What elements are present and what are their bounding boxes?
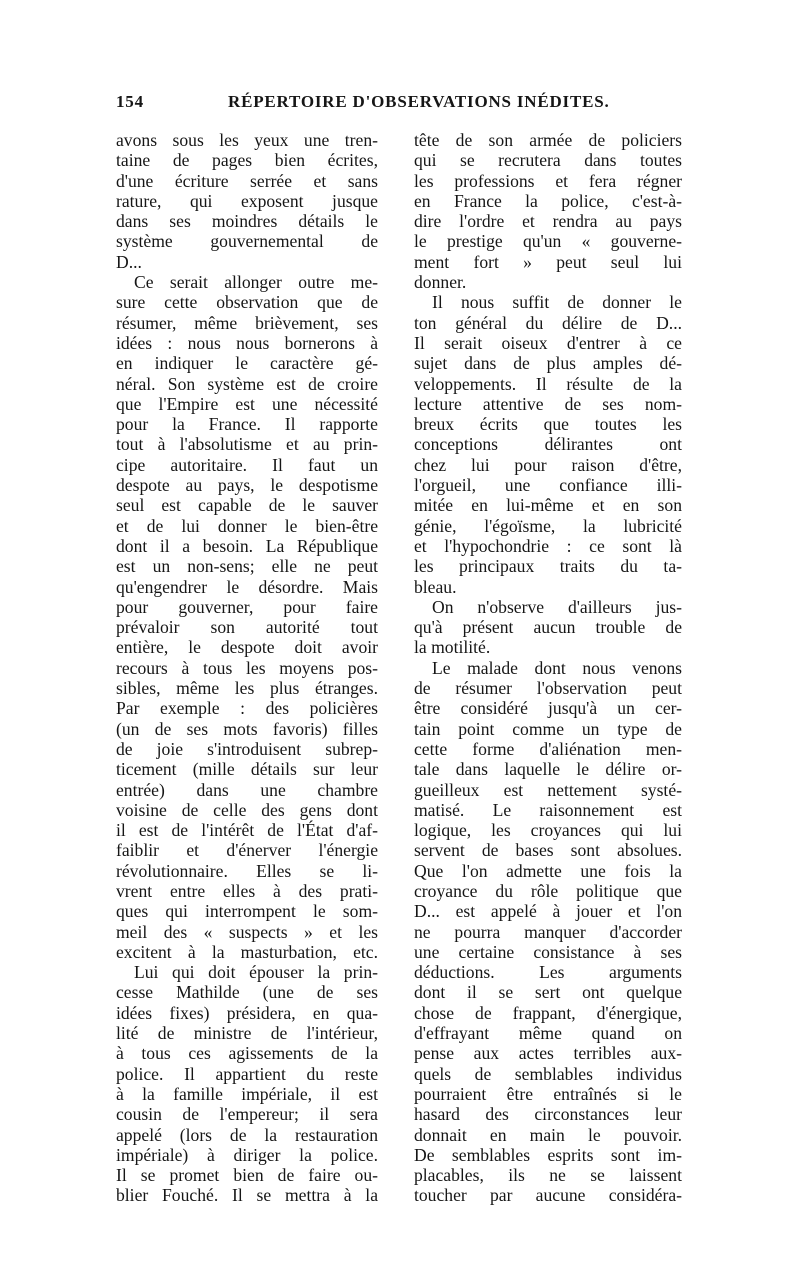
text-line: sibles, même les plus étranges. — [116, 678, 378, 699]
text-line: génie, l'égoïsme, la lubricité — [414, 515, 682, 536]
text-line: dans ses moindres détails le — [116, 211, 378, 232]
text-line: tout à l'absolutisme et au prin- — [116, 434, 378, 455]
text-line: dire l'ordre et rendra au pays — [414, 211, 682, 232]
text-line: conceptions délirantes ont — [414, 434, 682, 455]
text-line: servent de bases sont absolues. — [414, 840, 682, 861]
text-line: breux écrits que toutes les — [414, 414, 682, 435]
text-line: néral. Son système est de croire — [116, 373, 378, 394]
text-line: ton général du délire de D... — [414, 312, 682, 333]
text-line: cousin de l'empereur; il sera — [116, 1104, 378, 1125]
text-line: logique, les croyances qui lui — [414, 820, 682, 841]
right-text-column — [414, 130, 682, 1206]
text-line: dont il se sert ont quelque — [414, 982, 682, 1003]
text-line: ques qui interrompent le som- — [116, 901, 378, 922]
text-line: révolutionnaire. Elles se li- — [116, 860, 378, 881]
text-line: qu'engendrer le désordre. Mais — [116, 576, 378, 597]
text-line: résumer, même brièvement, ses — [116, 312, 378, 333]
text-line: excitent à la masturbation, etc. — [116, 941, 378, 962]
text-line: voisine de celle des gens dont — [116, 799, 378, 820]
text-line: le prestige qu'un « gouverne- — [414, 231, 682, 252]
text-line: idées : nous nous bornerons à — [116, 332, 378, 353]
text-line: veloppements. Il résulte de la — [414, 373, 682, 394]
page-number: 154 — [116, 92, 144, 111]
text-line: pour la France. Il rapporte — [116, 414, 378, 435]
text-line: Le malade dont nous venons — [432, 657, 682, 678]
text-line: pense aux actes terribles aux- — [414, 1043, 682, 1064]
running-title: RÉPERTOIRE D'OBSERVATIONS INÉDITES. — [228, 92, 610, 111]
text-line: donnait en main le pouvoir. — [414, 1124, 682, 1145]
text-line: en indiquer le caractère gé- — [116, 353, 378, 374]
text-line: tête de son armée de policiers — [414, 130, 682, 150]
text-line: en France la police, c'est-à- — [414, 190, 682, 211]
text-line: chose de frappant, d'énergique, — [414, 1002, 682, 1023]
text-line: Lui qui doit épouser la prin- — [134, 962, 378, 983]
text-line: de résumer l'observation peut — [414, 678, 682, 699]
text-line: ne pourra manquer d'accorder — [414, 921, 682, 942]
text-line: tain point comme un type de — [414, 718, 682, 739]
text-line: (un de ses mots favoris) filles — [116, 718, 378, 739]
text-line: déductions. Les arguments — [414, 962, 682, 983]
text-line: Il se promet bien de faire ou- — [116, 1165, 378, 1186]
text-line: sujet dans de plus amples dé- — [414, 353, 682, 374]
text-line: cette forme d'aliénation men- — [414, 738, 682, 759]
text-line: ticement (mille détails sur leur — [116, 759, 378, 780]
text-line: pourraient être entraînés si le — [414, 1083, 682, 1104]
text-line: recours à tous les moyens pos- — [116, 657, 378, 678]
text-line: être considéré jusqu'à un cer- — [414, 698, 682, 719]
text-line: cesse Mathilde (une de ses — [116, 982, 378, 1003]
text-line: rature, qui exposent jusque — [116, 190, 378, 211]
text-line: toucher par aucune considéra- — [414, 1185, 682, 1206]
text-line: D... — [116, 251, 142, 272]
text-line: quels de semblables individus — [414, 1063, 682, 1084]
text-line: blier Fouché. Il se mettra à la — [116, 1185, 378, 1206]
text-line: chez lui pour raison d'être, — [414, 454, 682, 475]
text-line: lecture attentive de ses nom- — [414, 393, 682, 414]
text-line: sure cette observation que de — [116, 292, 378, 313]
text-line: cipe autoritaire. Il faut un — [116, 454, 378, 475]
text-line: est un non-sens; elle ne peut — [116, 556, 378, 577]
text-line: faiblir et d'énerver l'énergie — [116, 840, 378, 861]
text-line: croyance du rôle politique que — [414, 880, 682, 901]
text-line: idées fixes) présidera, en qua- — [116, 1002, 378, 1023]
text-line: Il serait oiseux d'entrer à ce — [414, 332, 682, 353]
text-line: lité de ministre de l'intérieur, — [116, 1023, 378, 1044]
text-line: l'orgueil, une confiance illi- — [414, 475, 682, 496]
text-line: seul est capable de le sauver — [116, 495, 378, 516]
text-line: une certaine consistance à ses — [414, 941, 682, 962]
text-line: De semblables esprits sont im- — [414, 1144, 682, 1165]
text-line: qu'à présent aucun trouble de — [414, 617, 682, 638]
text-line: d'effrayant même quand on — [414, 1023, 682, 1044]
text-line: Que l'on admette une fois la — [414, 860, 682, 881]
text-line: avons sous les yeux une tren- — [116, 130, 378, 150]
text-line: à la famille impériale, il est — [116, 1083, 378, 1104]
text-line: appelé (lors de la restauration — [116, 1124, 378, 1145]
text-line: police. Il appartient du reste — [116, 1063, 378, 1084]
text-line: à tous ces agissements de la — [116, 1043, 378, 1064]
text-line: il est de l'intérêt de l'État d'af- — [116, 820, 378, 841]
text-line: tale dans laquelle le délire or- — [414, 759, 682, 780]
text-line: entrée) dans une chambre — [116, 779, 378, 800]
text-line: système gouvernemental de — [116, 231, 378, 252]
text-line: gueilleux est nettement systé- — [414, 779, 682, 800]
text-line: D... est appelé à jouer et l'on — [414, 901, 682, 922]
text-line: On n'observe d'ailleurs jus- — [432, 596, 682, 617]
text-line: bleau. — [414, 576, 457, 597]
text-line: despote au pays, le despotisme — [116, 475, 378, 496]
text-line: dont il a besoin. La République — [116, 535, 378, 556]
text-line: et de lui donner le bien-être — [116, 515, 378, 536]
text-line: matisé. Le raisonnement est — [414, 799, 682, 820]
text-line: la motilité. — [414, 637, 491, 658]
text-line: d'une écriture serrée et sans — [116, 170, 378, 191]
text-line: hasard des circonstances leur — [414, 1104, 682, 1125]
text-line: les principaux traits du ta- — [414, 556, 682, 577]
text-line: placables, ils ne se laissent — [414, 1165, 682, 1186]
text-line: de joie s'introduisent subrep- — [116, 738, 378, 759]
text-line: Il nous suffit de donner le — [432, 292, 682, 313]
left-text-column — [116, 130, 378, 1206]
text-line: meil des « suspects » et les — [116, 921, 378, 942]
text-line: donner. — [414, 272, 467, 293]
page-header — [116, 92, 688, 118]
text-line: ment fort » peut seul lui — [414, 251, 682, 272]
text-line: qui se recrutera dans toutes — [414, 150, 682, 171]
text-line: entière, le despote doit avoir — [116, 637, 378, 658]
text-line: les professions et fera régner — [414, 170, 682, 191]
text-line: impériale) à diriger la police. — [116, 1144, 378, 1165]
text-line: vrent entre elles à des prati- — [116, 880, 378, 901]
text-line: que l'Empire est une nécessité — [116, 393, 378, 414]
text-line: prévaloir son autorité tout — [116, 617, 378, 638]
text-line: taine de pages bien écrites, — [116, 150, 378, 171]
text-line: Ce serait allonger outre me- — [134, 272, 378, 293]
text-line: Par exemple : des policières — [116, 698, 378, 719]
text-line: et l'hypochondrie : ce sont là — [414, 535, 682, 556]
text-line: pour gouverner, pour faire — [116, 596, 378, 617]
text-line: mitée en lui-même et en son — [414, 495, 682, 516]
